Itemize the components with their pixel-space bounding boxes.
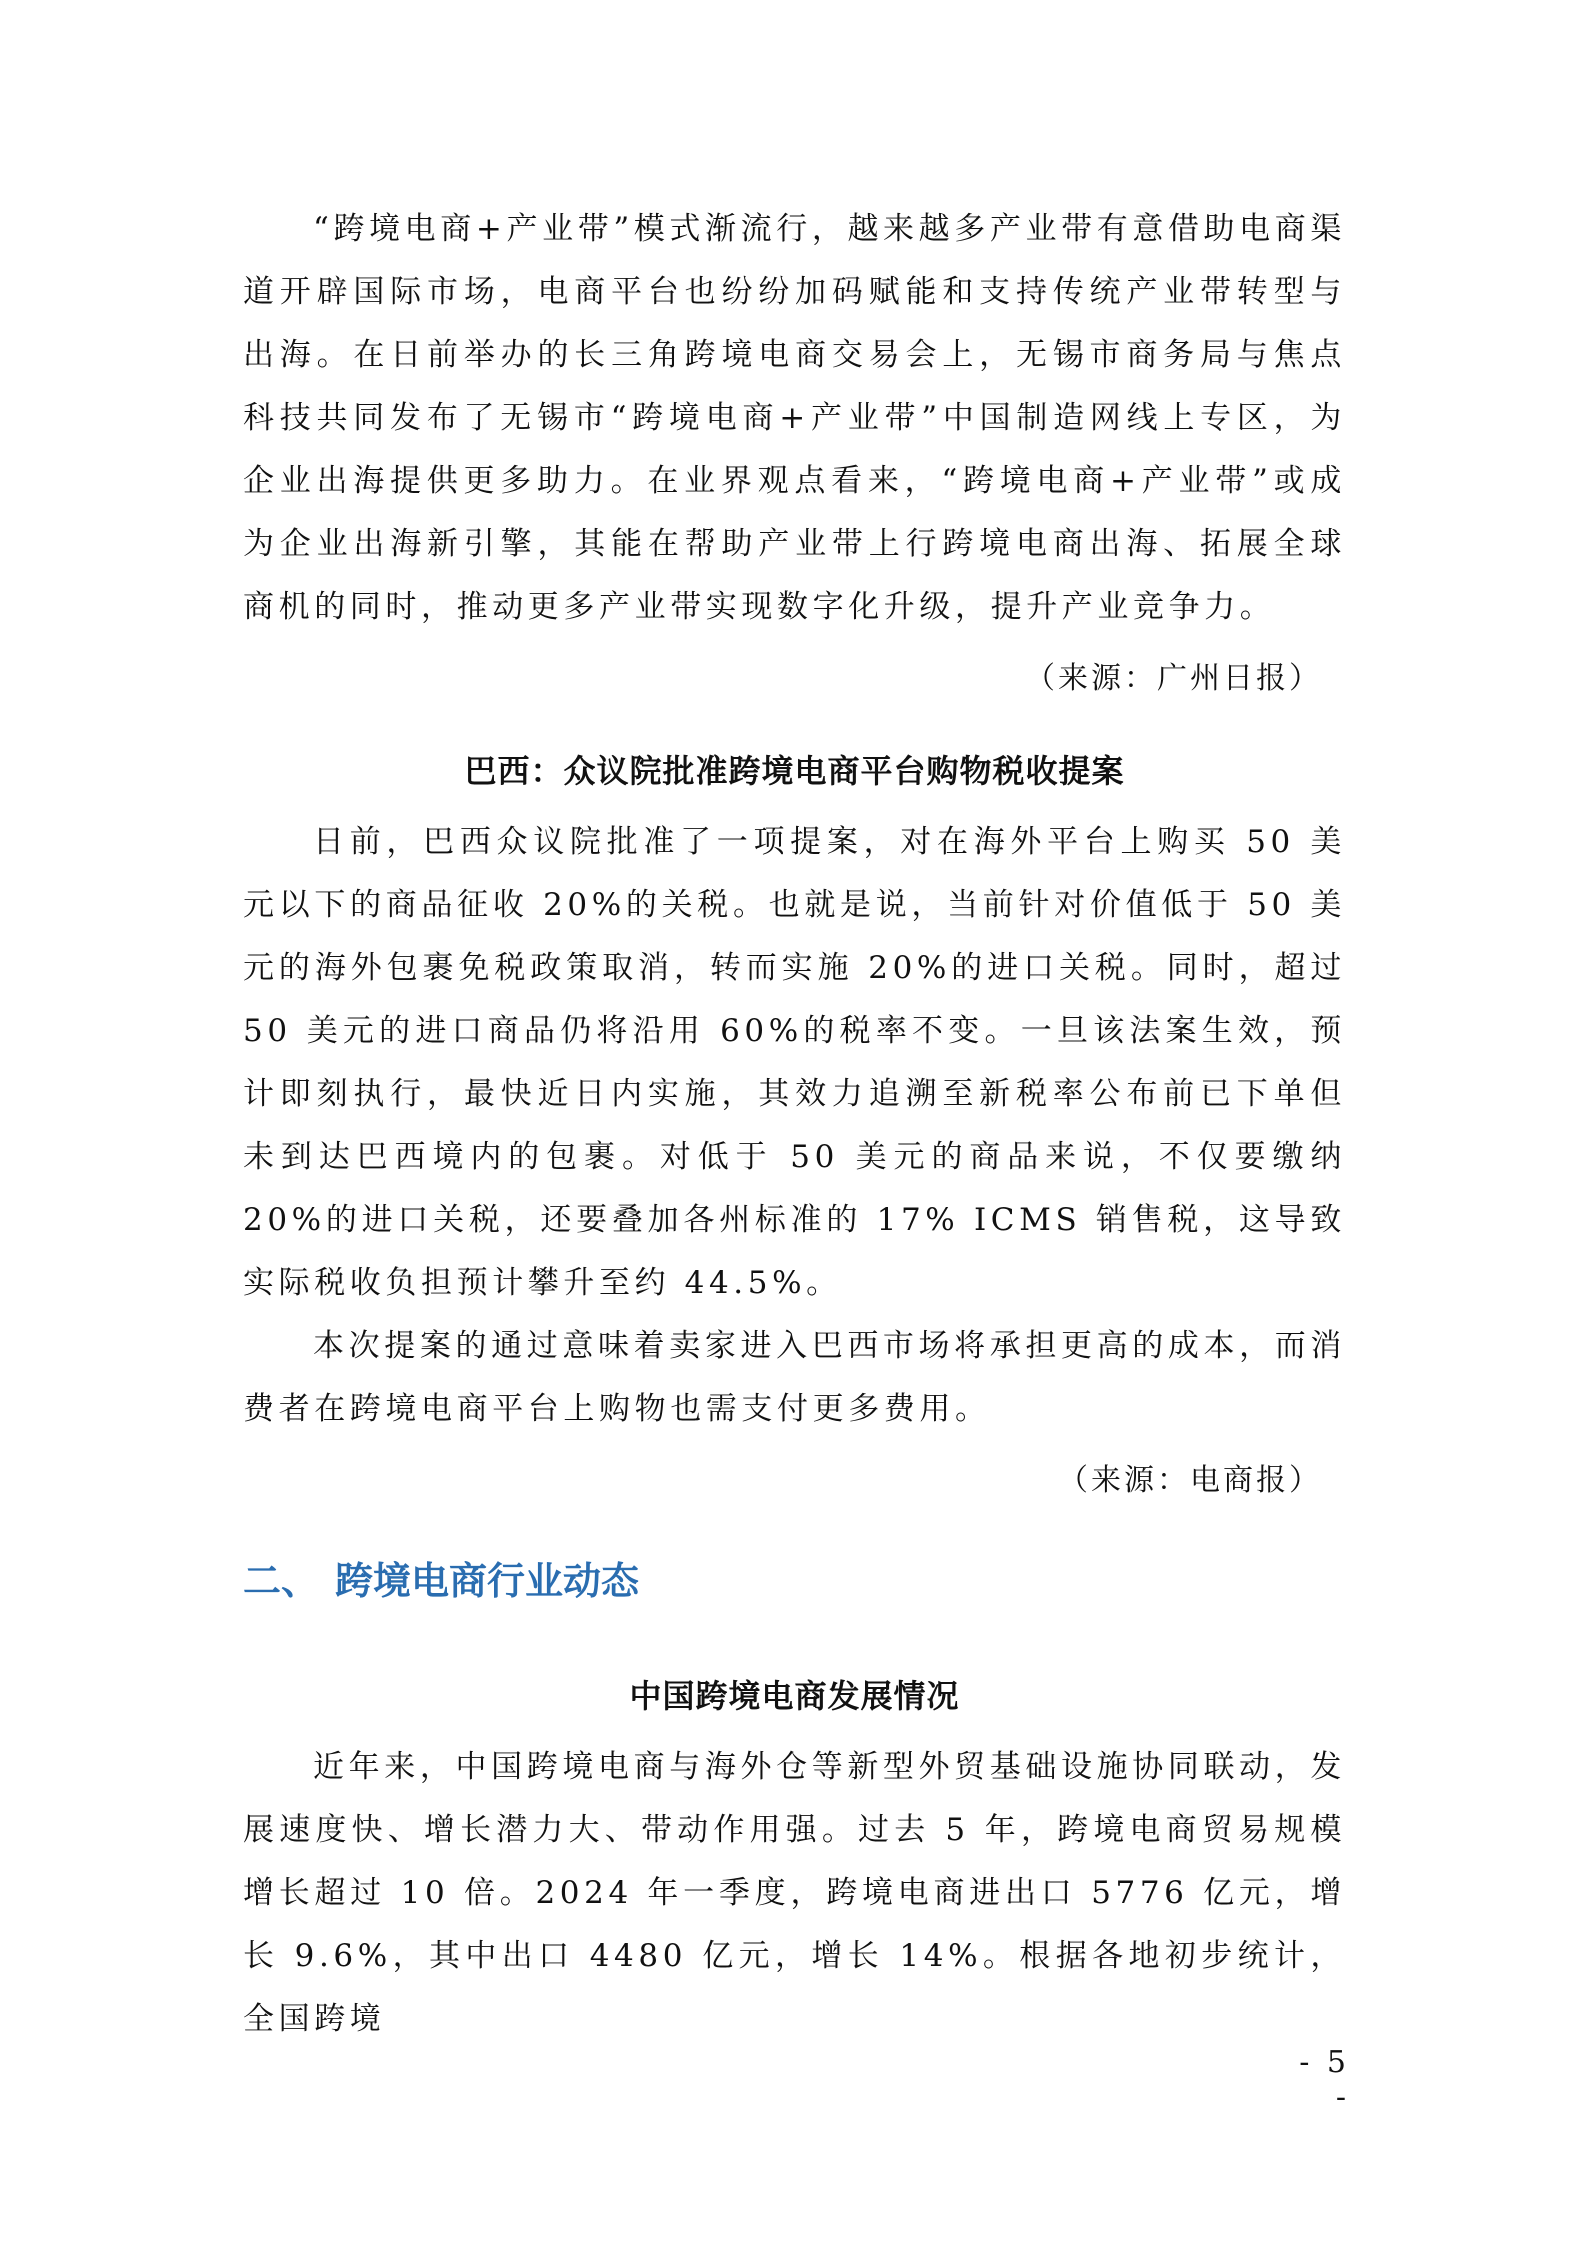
page-content bbox=[243, 198, 1346, 2051]
brazil-paragraph-2: 本次提案的通过意味着卖家进入巴西市场将承担更高的成本，而消费者在跨境电商平台上购物也需支付更多费用。 bbox=[243, 1328, 1346, 1427]
source-note: （来源：电商报） bbox=[1058, 1463, 1322, 1498]
intro-paragraph: “跨境电商+产业带”模式渐流行，越来越多产业带有意借助电商渠道开辟国际市场，电商平台也纷纷加码赋能和支持传统产业带转型与出海。在日前举办的长三角跨境电商交易会上，无锡市商务局与焦点科技共同发布了无锡市“跨境电商+产业带”中国制造网线上专区，为企业出海提供更多助力。在业界观点看来，“跨境电商+产业带”或成为企业出海新引擎，其能在帮助产业带上行跨境电商出海、拓展全球商机的同时，推动更多产业带实现数字化升级，提升产业竞争力。 bbox=[243, 211, 1346, 625]
section-title: 跨境电商行业动态 bbox=[335, 1559, 640, 1603]
section-heading bbox=[243, 1550, 1346, 1613]
page-number: - 5 - bbox=[1299, 2045, 1350, 2115]
article-title-china: 中国跨境电商发展情况 bbox=[629, 1677, 960, 1715]
china-paragraph: 近年来，中国跨境电商与海外仓等新型外贸基础设施协同联动，发展速度快、增长潜力大、带动作用强。过去 5 年，跨境电商贸易规模增长超过 10 倍。2024 年一季度，跨境电商进出口 5776 亿元，增长 9.6%，其中出口 4480 亿元，增长 14%。根据各地初步统计，全国跨境 bbox=[243, 1749, 1346, 2037]
section-number: 二、 bbox=[243, 1559, 320, 1603]
brazil-paragraph-1: 日前，巴西众议院批准了一项提案，对在海外平台上购买 50 美元以下的商品征收 20%的关税。也就是说，当前针对价值低于 50 美元的海外包裹免税政策取消，转而实施 20%的进口关税。同时，超过 50 美元的进口商品仍将沿用 60%的税率不变。一旦该法案生效，预计即刻执行，最快近日内实施，其效力追溯至新税率公布前已下单但未到达巴西境内的包裹。对低于 50 美元的商品来说，不仅要缴纳 20%的进口关税，还要叠加各州标准的 17% ICMS 销售税，这导致实际税收负担预计攀升至约 44.5%。 bbox=[243, 824, 1346, 1301]
source-note: （来源：广州日报） bbox=[1025, 661, 1322, 696]
article-title-brazil: 巴西：众议院批准跨境电商平台购物税收提案 bbox=[464, 752, 1125, 790]
